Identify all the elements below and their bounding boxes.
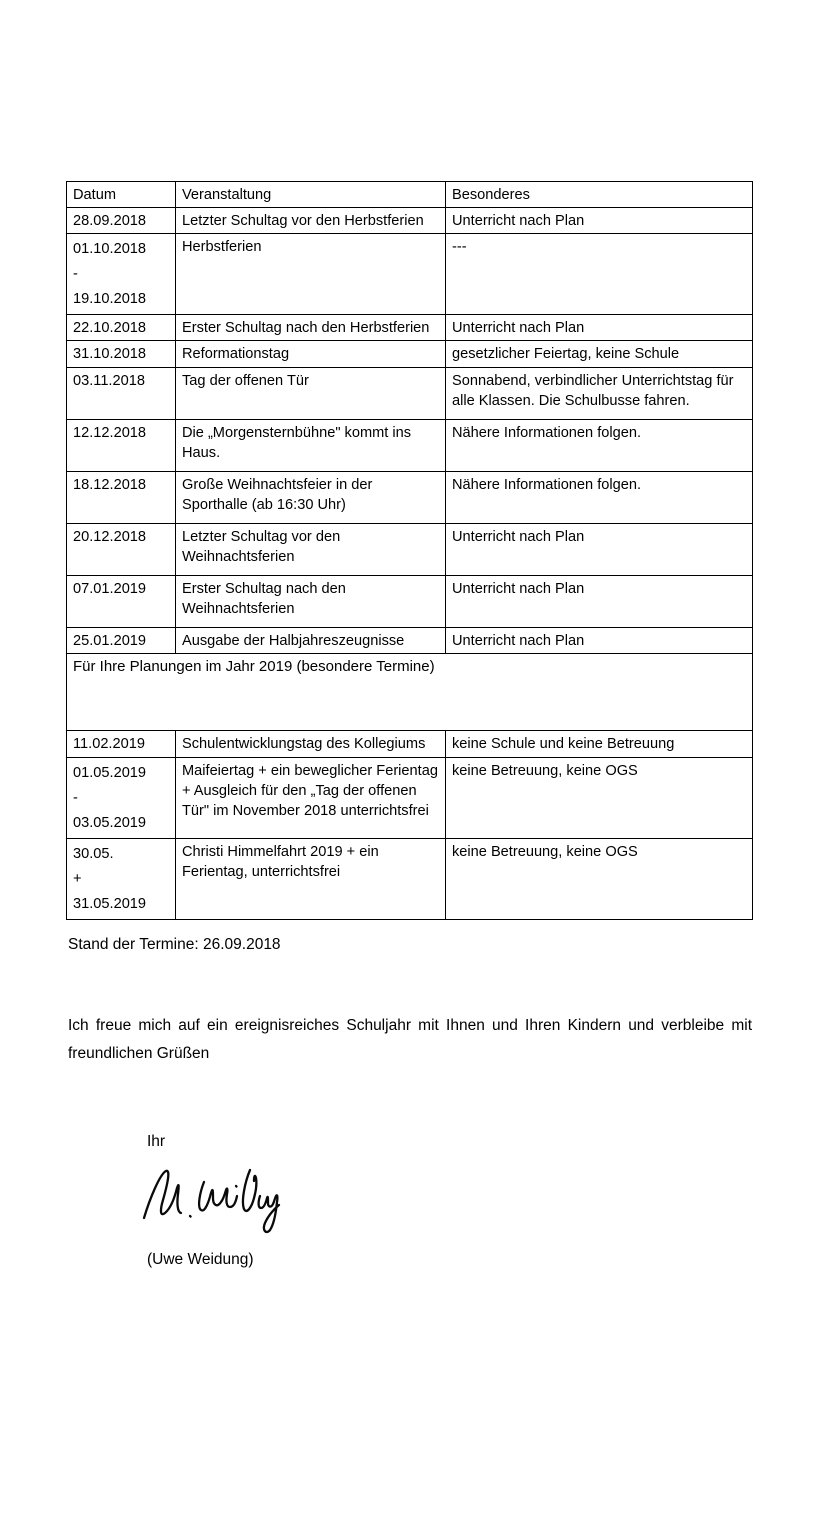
table-row <box>67 524 753 576</box>
event-cell: Reformationstag <box>176 341 446 368</box>
table-row <box>67 368 753 420</box>
notes-cell: Unterricht nach Plan <box>446 524 753 576</box>
event-cell: Große Weihnachtsfeier in der Sporthalle (ab 16:30 Uhr) <box>176 472 446 524</box>
date-cell <box>67 839 176 920</box>
date-cell <box>67 758 176 839</box>
date-line: 01.05.2019 <box>73 765 147 781</box>
date-cell: 22.10.2018 <box>67 315 176 341</box>
notes-cell: keine Schule und keine Betreuung <box>446 731 753 758</box>
event-cell: Erster Schultag nach den Weihnachtsferien <box>176 576 446 628</box>
date-line: 31.05.2019 <box>73 896 147 912</box>
event-cell: Herbstferien <box>176 234 446 315</box>
notes-cell: Sonnabend, verbindlicher Unterrichtstag für alle Klassen. Die Schulbusse fahren. <box>446 368 753 420</box>
date-cell: 25.01.2019 <box>67 628 176 654</box>
date-cell: 12.12.2018 <box>67 420 176 472</box>
printed-name: (Uwe Weidung) <box>147 1251 254 1268</box>
notes-cell: --- <box>446 234 753 315</box>
col-header-datum: Datum <box>67 182 176 208</box>
table-row <box>67 758 753 839</box>
event-cell: Letzter Schultag vor den Weihnachtsferien <box>176 524 446 576</box>
status-line: Stand der Termine: 26.09.2018 <box>68 936 281 953</box>
table-row <box>67 576 753 628</box>
notes-cell: keine Betreuung, keine OGS <box>446 839 753 920</box>
termine-table <box>66 181 753 920</box>
event-cell: Schulentwicklungstag des Kollegiums <box>176 731 446 758</box>
date-line: 03.05.2019 <box>73 815 147 831</box>
date-cell: 20.12.2018 <box>67 524 176 576</box>
date-line: 19.10.2018 <box>73 291 147 307</box>
table-row <box>67 315 753 341</box>
table-header-row <box>67 182 753 208</box>
date-line: - <box>73 790 78 806</box>
col-header-besonderes: Besonderes <box>446 182 753 208</box>
event-cell: Maifeiertag + ein beweglicher Ferientag + Ausgleich für den „Tag der offenen Tür" im November 2018 unterrichtsfrei <box>176 758 446 839</box>
date-cell: 11.02.2019 <box>67 731 176 758</box>
notes-cell: Unterricht nach Plan <box>446 628 753 654</box>
event-cell: Tag der offenen Tür <box>176 368 446 420</box>
section-heading: Für Ihre Planungen im Jahr 2019 (besondere Termine) <box>67 654 753 731</box>
notes-cell: Unterricht nach Plan <box>446 576 753 628</box>
event-cell: Ausgabe der Halbjahreszeugnisse <box>176 628 446 654</box>
date-line: 01.10.2018 <box>73 241 147 257</box>
date-cell: 07.01.2019 <box>67 576 176 628</box>
table-row <box>67 731 753 758</box>
col-header-veranstaltung: Veranstaltung <box>176 182 446 208</box>
notes-cell: Nähere Informationen folgen. <box>446 472 753 524</box>
notes-cell: Nähere Informationen folgen. <box>446 420 753 472</box>
table-row <box>67 234 753 315</box>
signature-image <box>138 1160 283 1248</box>
event-cell: Christi Himmelfahrt 2019 + ein Ferientag, unterrichtsfrei <box>176 839 446 920</box>
closing-paragraph: Ich freue mich auf ein ereignisreiches Schuljahr mit Ihnen und Ihren Kindern und verbleibe mit freundlichen Grüßen <box>68 1017 752 1062</box>
date-cell: 31.10.2018 <box>67 341 176 368</box>
table-row <box>67 208 753 234</box>
notes-cell: gesetzlicher Feiertag, keine Schule <box>446 341 753 368</box>
event-cell: Erster Schultag nach den Herbstferien <box>176 315 446 341</box>
table-row <box>67 420 753 472</box>
date-cell: 28.09.2018 <box>67 208 176 234</box>
table-row <box>67 628 753 654</box>
date-cell: 03.11.2018 <box>67 368 176 420</box>
date-line: - <box>73 266 78 282</box>
date-cell <box>67 234 176 315</box>
date-line: 30.05. <box>73 846 114 862</box>
handwritten-signature-icon <box>138 1160 283 1248</box>
notes-cell: Unterricht nach Plan <box>446 208 753 234</box>
event-cell: Letzter Schultag vor den Herbstferien <box>176 208 446 234</box>
date-line: + <box>73 871 82 887</box>
notes-cell: Unterricht nach Plan <box>446 315 753 341</box>
table-row <box>67 341 753 368</box>
table-row <box>67 839 753 920</box>
notes-cell: keine Betreuung, keine OGS <box>446 758 753 839</box>
section-heading-row <box>67 654 753 731</box>
date-cell: 18.12.2018 <box>67 472 176 524</box>
table-row <box>67 472 753 524</box>
salutation: Ihr <box>147 1133 166 1150</box>
event-cell: Die „Morgensternbühne" kommt ins Haus. <box>176 420 446 472</box>
